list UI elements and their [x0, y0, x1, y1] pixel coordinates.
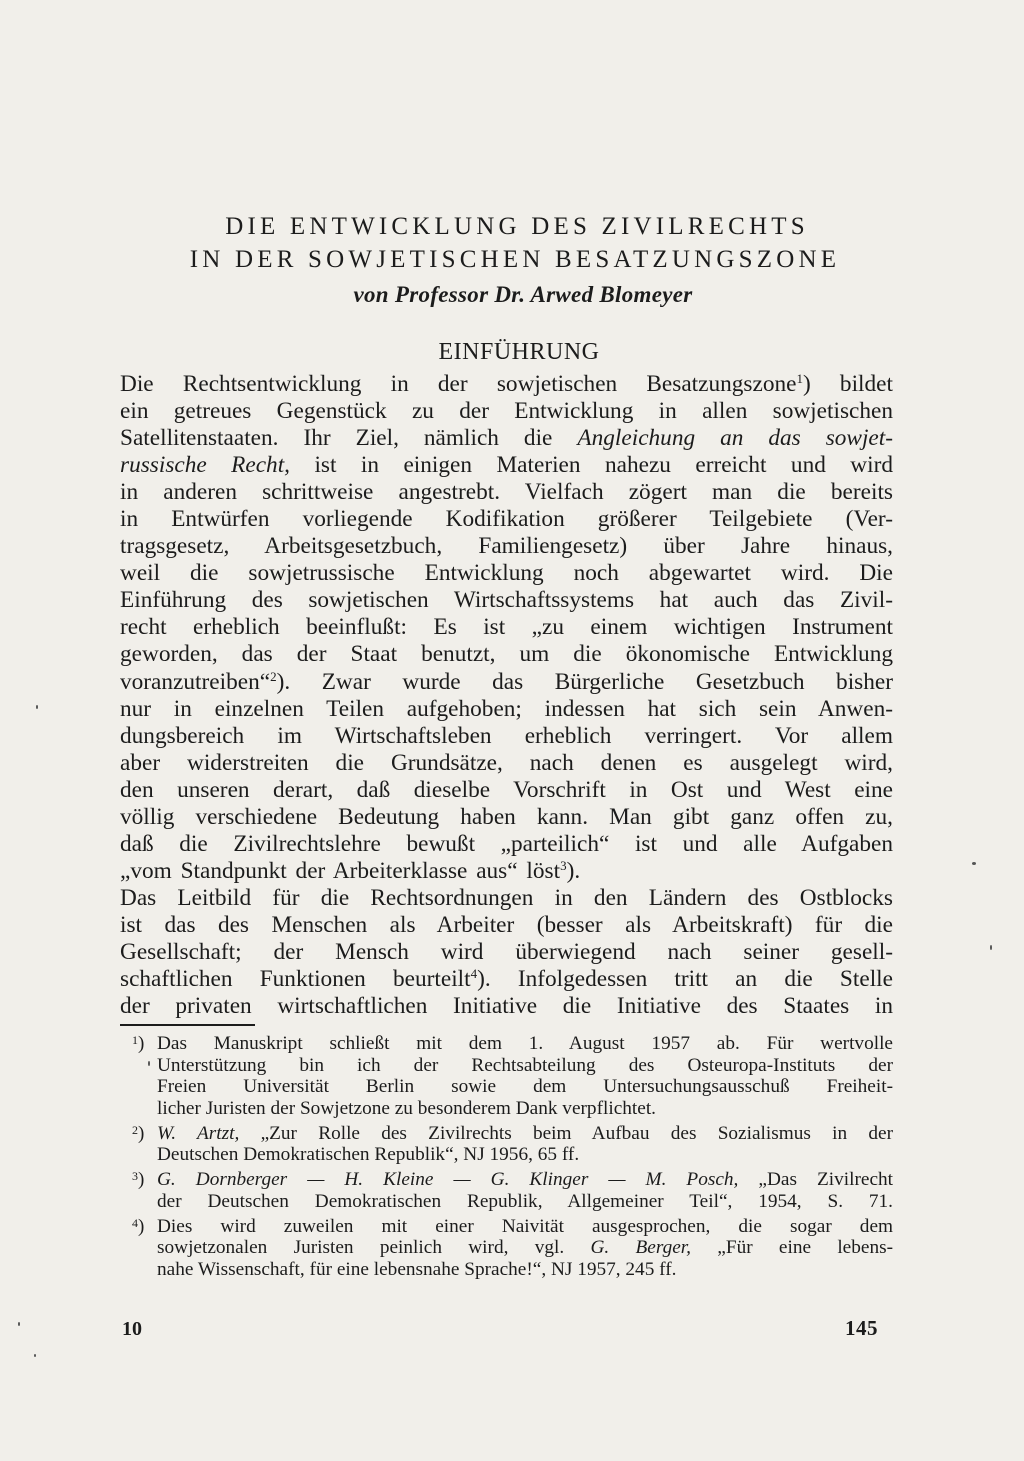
- signature-mark: 10: [122, 1318, 142, 1340]
- footnote-ref-3: 3: [560, 857, 567, 873]
- footnote-line: Dies wird zuweilen mit einer Naivität ausgesprochen, die sogar dem: [157, 1215, 893, 1237]
- text-run: „vom Standpunkt der Arbeiterklasse aus“ löst: [120, 857, 561, 884]
- footnote-number: 3: [132, 1169, 138, 1184]
- footnote-number: 2: [132, 1122, 138, 1137]
- footnote-number: 1: [132, 1033, 138, 1047]
- text-line: ein getreues Gegenstück zu der Entwicklung in allen sowjetischen: [120, 398, 893, 425]
- footnote-line: [157, 1123, 893, 1145]
- emphasis-text: Angleichung an das sowjet-: [577, 425, 893, 452]
- text-line: weil die sowjetrussische Entwicklung noch abgewartet wird. Die: [120, 560, 893, 587]
- text-line: [120, 425, 893, 452]
- article-title-line-2: IN DER SOWJETISCHEN BESATZUNGSZONE: [189, 246, 841, 273]
- cited-author: W. Artzt,: [157, 1122, 240, 1144]
- text-run: Satellitenstaaten. Ihr Ziel, nämlich die: [120, 425, 553, 452]
- text-line: [120, 858, 893, 885]
- scan-speck: [972, 862, 976, 865]
- scan-speck: [18, 1322, 20, 1326]
- footnote-line: Unterstützung bin ich der Rechtsabteilung des Osteuropa-Instituts der: [157, 1054, 893, 1076]
- text-run: ). Infolgedessen tritt an die Stelle: [477, 966, 893, 993]
- cited-author: G. Dornberger — H. Kleine — G. Klinger — M. Posch,: [157, 1169, 739, 1191]
- footnote-line: Freien Universität Berlin sowie dem Untersuchungsausschuß Freiheit-: [157, 1076, 893, 1098]
- text-line: [120, 966, 893, 993]
- footnote-ref-1: 1: [796, 371, 803, 386]
- scan-speck: [990, 945, 992, 950]
- text-line: [120, 452, 893, 479]
- text-run: voranzutreiben“: [120, 668, 271, 695]
- footnote-line: der Deutschen Demokratischen Republik, Allgemeiner Teil“, 1954, S. 71.: [157, 1190, 893, 1212]
- text-line: den unseren derart, daß dieselbe Vorschrift in Ost und West eine: [120, 776, 893, 803]
- text-run: Die Rechtsentwicklung in der sowjetischen Besatzungszone: [120, 371, 797, 397]
- text-line: daß die Zivilrechtslehre bewußt „parteilich“ ist und alle Aufgaben: [120, 830, 893, 857]
- text-line: nur in einzelnen Teilen aufgehoben; indessen hat sich sein Anwen-: [120, 695, 893, 722]
- footnote-ref-2: 2: [270, 668, 277, 684]
- text-line: Gesellschaft; der Mensch wird überwiegend nach seiner gesell-: [120, 938, 893, 965]
- footnote-2: [120, 1123, 893, 1166]
- text-run: „Das Zivilrecht: [758, 1169, 893, 1191]
- footnote-line: Das Manuskript schließt mit dem 1. August 1957 ab. Für wertvolle: [157, 1033, 893, 1054]
- text-line: tragsgesetz, Arbeitsgesetzbuch, Familiengesetz) über Jahre hinaus,: [120, 533, 893, 560]
- text-line: in anderen schrittweise angestrebt. Vielfach zögert man die bereits: [120, 479, 893, 506]
- text-run: ist in einigen Materien nahezu erreicht und wird: [314, 452, 894, 479]
- paragraph-1: [120, 371, 893, 885]
- text-run: ) bildet: [802, 371, 893, 397]
- author-byline: von Professor Dr. Arwed Blomeyer: [353, 282, 693, 307]
- footnote-marker: $^4$): [132, 1215, 145, 1237]
- text-line: [120, 669, 893, 696]
- text-run: ).: [566, 857, 581, 884]
- text-line: dungsbereich im Wirtschaftsleben erheblich verringert. Vor allem: [120, 722, 893, 749]
- text-run: „Zur Rolle des Zivilrechts beim Aufbau des Sozialismus in der: [260, 1122, 893, 1144]
- article-title-line-1: DIE ENTWICKLUNG DES ZIVILRECHTS: [225, 213, 809, 240]
- footnotes: [120, 1033, 893, 1284]
- emphasis-text: russische Recht,: [120, 452, 291, 479]
- text-run: ). Zwar wurde das Bürgerliche Gesetzbuch bisher: [276, 668, 893, 695]
- text-line: aber widerstreiten die Grundsätze, nach denen es ausgelegt wird,: [120, 749, 893, 776]
- footnote-4: [120, 1216, 893, 1281]
- text-line: Das Leitbild für die Rechtsordnungen in den Ländern des Ostblocks: [120, 884, 893, 911]
- text-line: völlig verschiedene Bedeutung haben kann. Man gibt ganz offen zu,: [120, 803, 893, 830]
- footnote-separator: [120, 1024, 255, 1026]
- footnote-1: [120, 1033, 893, 1120]
- scan-speck: [34, 1354, 36, 1357]
- paragraph-2: [120, 885, 893, 1020]
- text-line: Einführung des sowjetischen Wirtschaftssystems hat auch das Zivil-: [120, 587, 893, 614]
- text-line: ist das des Menschen als Arbeiter (besser als Arbeitskraft) für die: [120, 911, 893, 938]
- text-run: sowjetzonalen Juristen peinlich wird, vgl.: [157, 1237, 565, 1259]
- footnote-line: licher Juristen der Sowjetzone zu besonderem Dank verpflichtet.: [157, 1098, 656, 1120]
- text-line: recht erheblich beeinflußt: Es ist „zu einem wichtigen Instrument: [120, 614, 893, 641]
- footnote-line: [157, 1169, 893, 1191]
- footnote-line: Deutschen Demokratischen Republik“, NJ 1956, 65 ff.: [157, 1144, 580, 1166]
- text-line: geworden, das der Staat benutzt, um die ökonomische Entwicklung: [120, 641, 893, 668]
- section-heading: EINFÜHRUNG: [438, 339, 600, 365]
- cited-author: G. Berger,: [590, 1237, 691, 1259]
- footnote-marker: $^2$): [132, 1122, 145, 1144]
- footnote-number: 4: [132, 1215, 138, 1230]
- text-line: der privaten wirtschaftlichen Initiative die Initiative des Staates in: [120, 993, 893, 1020]
- footnote-ref-4: 4: [470, 966, 478, 982]
- footnote-line: [157, 1237, 893, 1259]
- scan-speck: [36, 705, 38, 709]
- body-text: [120, 371, 893, 1020]
- footnote-marker: $^1$): [132, 1033, 145, 1054]
- page-number: 145: [845, 1316, 878, 1340]
- text-run: „Für eine lebens-: [717, 1237, 894, 1259]
- text-line: [120, 371, 893, 398]
- footnote-marker: $^3$): [132, 1169, 145, 1191]
- scan-speck: [148, 1061, 150, 1066]
- footnote-3: [120, 1169, 893, 1212]
- text-run: schaftlichen Funktionen beurteilt: [120, 966, 471, 993]
- text-line: in Entwürfen vorliegende Kodifikation größerer Teilgebiete (Ver-: [120, 506, 893, 533]
- footnote-line: nahe Wissenschaft, für eine lebensnahe Sprache!“, NJ 1957, 245 ff.: [157, 1258, 677, 1280]
